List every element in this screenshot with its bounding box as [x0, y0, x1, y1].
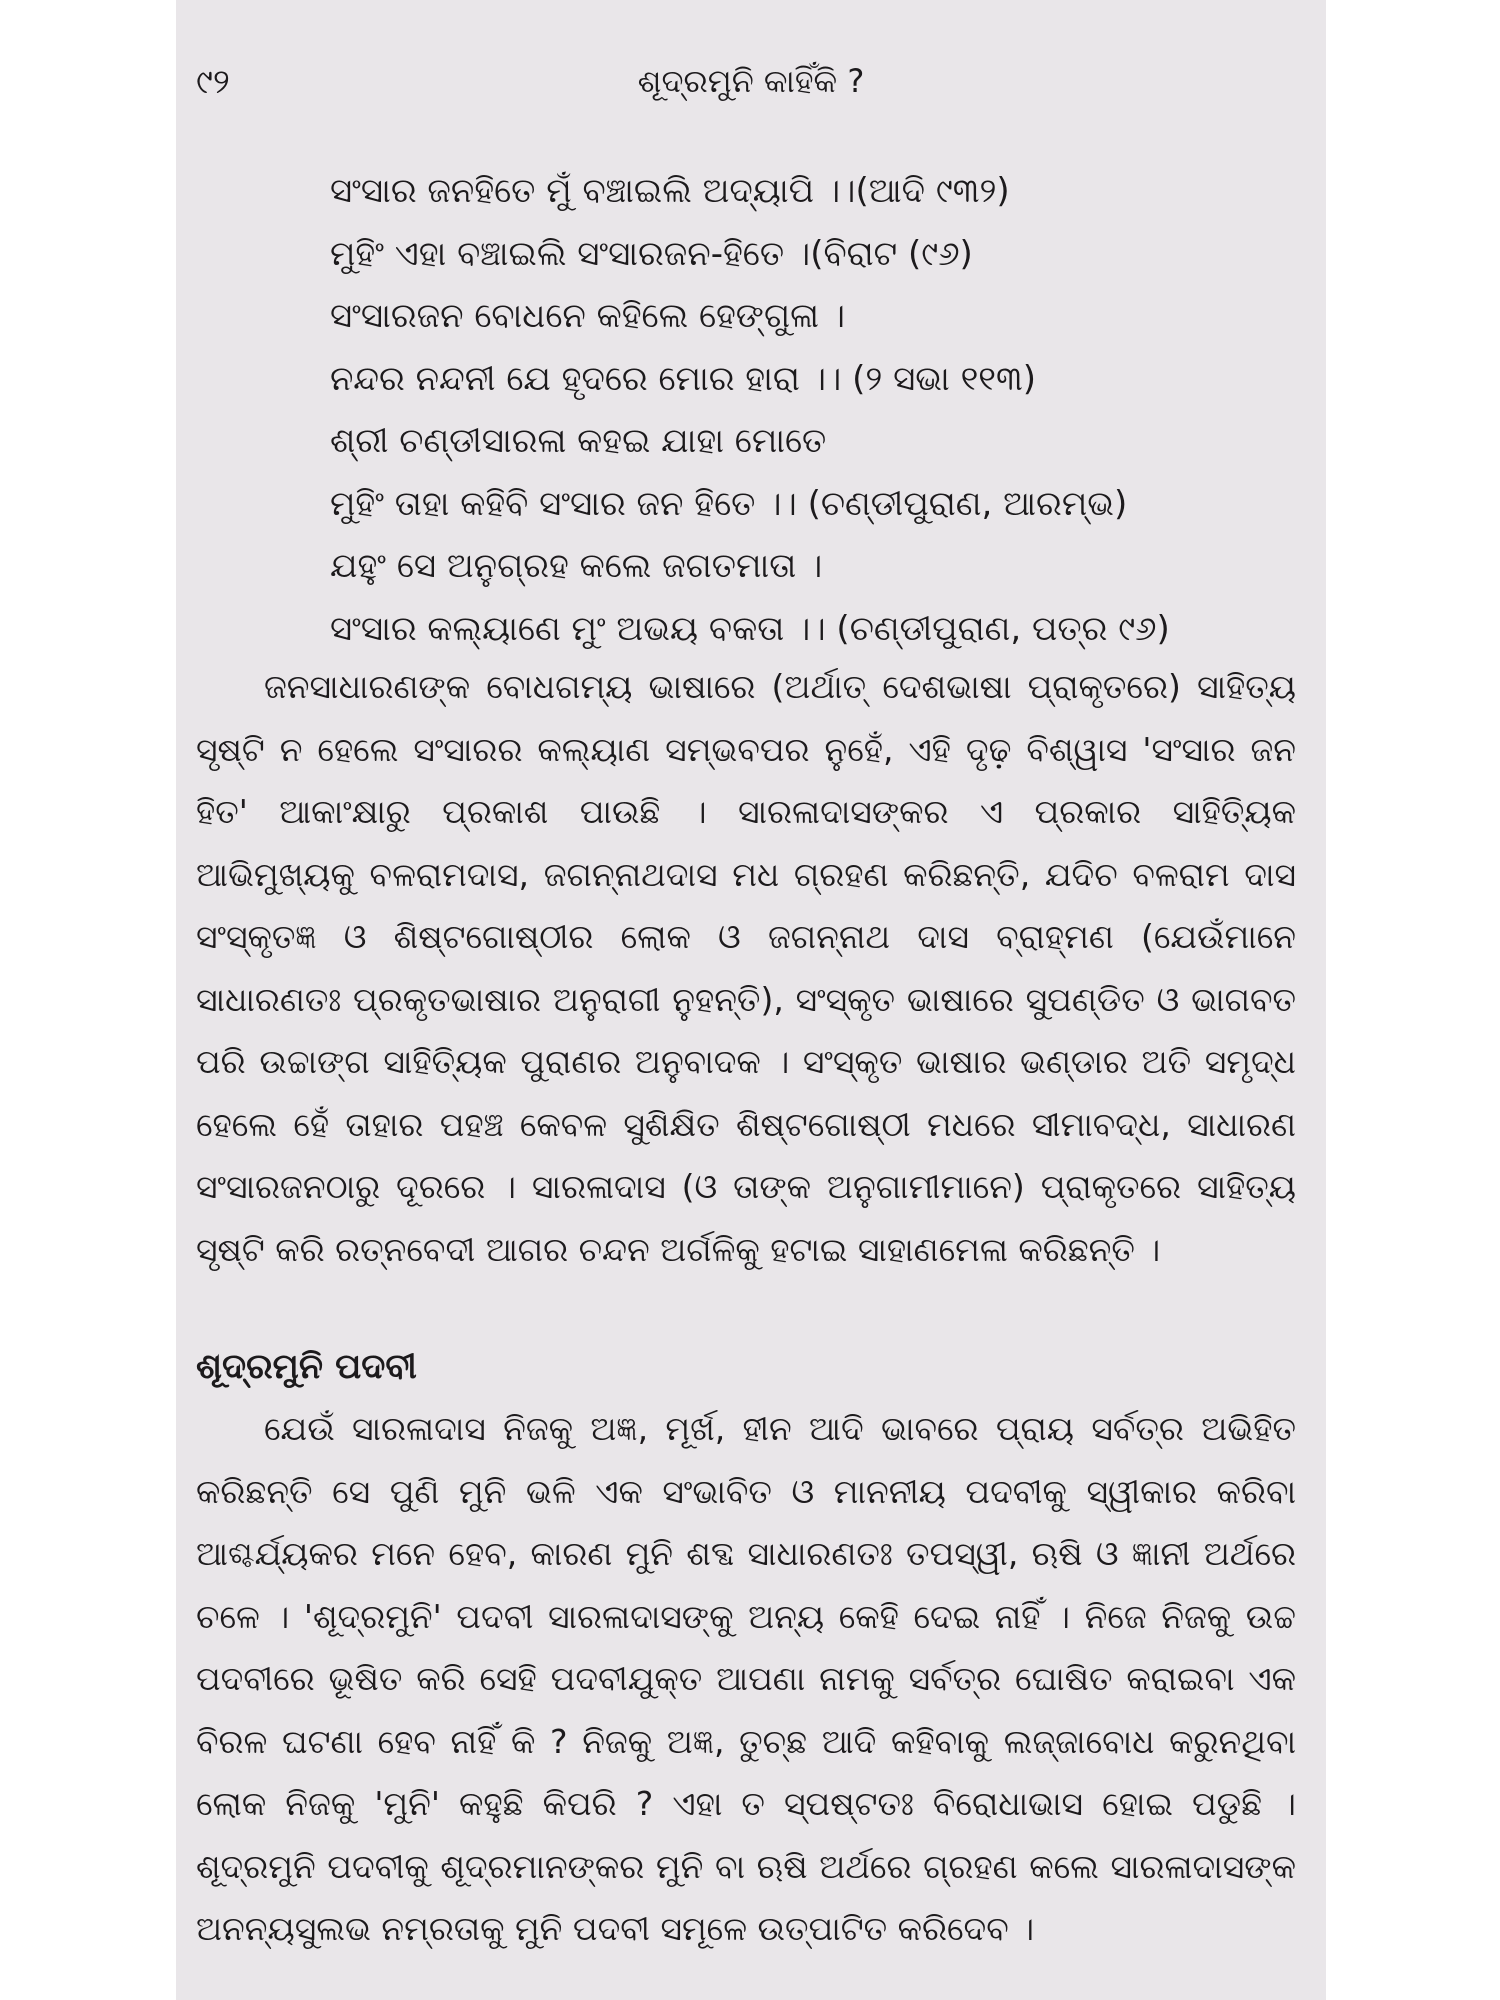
- running-title: ଶୂଦ୍ରମୁନି କାହିଁକି ?: [637, 62, 865, 100]
- verse-line: ମୁହିଂ ତାହା କହିବି ସଂସାର ଜନ ହିତେ ।। (ଚଣ୍ଡୀପୁରାଣ, ଆରମ୍ଭ): [330, 483, 1128, 524]
- verse-line: ସଂସାର କଲ୍ୟାଣେ ମୁଂ ଅଭୟ ବକତା ।। (ଚଣ୍ଡୀପୁରାଣ, ପତ୍ର ୯୬): [330, 608, 1170, 649]
- page-number: ୯୨: [196, 62, 230, 102]
- verse-line: ଯହୁଂ ସେ ଅନୁଗ୍ରହ କଲେ ଜଗତମାତା ।: [330, 546, 823, 586]
- verse-line: ମୁହିଂ ଏହା ବଞ୍ଚାଇଲି ସଂସାରଜନ-ହିତେ ।(ବିରାଟ (୯୬): [330, 233, 973, 274]
- verse-line: ସଂସାରଜନ ବୋଧନେ କହିଲେ ହେଙ୍ଗୁଳା ।: [330, 296, 846, 336]
- verse-quotation: [330, 160, 1290, 660]
- page-header: [176, 62, 1326, 122]
- body-paragraph: ଯେଉଁ ସାରଳାଦାସ ନିଜକୁ ଅଜ୍ଞ, ମୂର୍ଖ, ହୀନ ଆଦି ଭାବରେ ପ୍ରାୟ ସର୍ବତ୍ର ଅଭିହିତ କରିଛନ୍ତି ସେ ପୁଣି ମୁନି ଭଳି ଏକ ସଂଭାବିତ ଓ ମାନନୀୟ ପଦବୀକୁ ସ୍ୱୀକାର କରିବା ଆଶ୍ଚର୍ଯ୍ୟକର ମନେ ହେବ, କାରଣ ମୁନି ଶବ୍ଦ ସାଧାରଣତଃ ତପସ୍ୱୀ, ଋଷି ଓ ଜ୍ଞାନୀ ଅର୍ଥରେ ଚଳେ । 'ଶୂଦ୍ରମୁନି' ପଦବୀ ସାରଳାଦାସଙ୍କୁ ଅନ୍ୟ କେହି ଦେଇ ନାହିଁ । ନିଜେ ନିଜକୁ ଉଚ୍ଚ ପଦବୀରେ ଭୂଷିତ କରି ସେହି ପଦବୀଯୁକ୍ତ ଆପଣା ନାମକୁ ସର୍ବତ୍ର ଘୋଷିତ କରାଇବା ଏକ ବିରଳ ଘଟଣା ହେବ ନାହିଁ କି ? ନିଜକୁ ଅଜ୍ଞ, ତୁଚ୍ଛ ଆଦି କହିବାକୁ ଲଜ୍ଜାବୋଧ କରୁନଥିବା ଲୋକ ନିଜକୁ 'ମୁନି' କହୁଛି କିପରି ? ଏହା ତ ସ୍ପଷ୍ଟତଃ ବିରୋଧାଭାସ ହୋଇ ପଡୁଛି । ଶୂଦ୍ରମୁନି ପଦବୀକୁ ଶୂଦ୍ରମାନଙ୍କର ମୁନି ବା ଋଷି ଅର୍ଥରେ ଗ୍ରହଣ କଲେ ସାରଳାଦାସଙ୍କ ଅନନ୍ୟସୁଲଭ ନମ୍ରତାକୁ ମୁନି ପଦବୀ ସମୂଳେ ଉତ୍ପାଟିତ କରିଦେବ ।: [196, 1409, 1296, 1948]
- body-paragraph: ଜନସାଧାରଣଙ୍କ ବୋଧଗମ୍ୟ ଭାଷାରେ (ଅର୍ଥାତ୍ ଦେଶଭାଷା ପ୍ରାକୃତରେ) ସାହିତ୍ୟ ସୃଷ୍ଟି ନ ହେଲେ ସଂସାରର କଲ୍ୟାଣ ସମ୍ଭବପର ନୁହେଁ, ଏହି ଦୃଢ଼ ବିଶ୍ୱାସ 'ସଂସାର ଜନ ହିତ' ଆକାଂକ୍ଷାରୁ ପ୍ରକାଶ ପାଉଛି । ସାରଳାଦାସଙ୍କର ଏ ପ୍ରକାର ସାହିତ୍ୟିକ ଆଭିମୁଖ୍ୟକୁ ବଳରାମଦାସ, ଜଗନ୍ନାଥଦାସ ମଧ ଗ୍ରହଣ କରିଛନ୍ତି, ଯଦିଚ ବଳରାମ ଦାସ ସଂସ୍କୃତଜ୍ଞ ଓ ଶିଷ୍ଟଗୋଷ୍ଠୀର ଲୋକ ଓ ଜଗନ୍ନାଥ ଦାସ ବ୍ରାହ୍ମଣ (ଯେଉଁମାନେ ସାଧାରଣତଃ ପ୍ରକୃତଭାଷାର ଅନୁରାଗୀ ନୁହନ୍ତି), ସଂସ୍କୃତ ଭାଷାରେ ସୁପଣ୍ଡିତ ଓ ଭାଗବତ ପରି ଉଚ୍ଚାଙ୍ଗ ସାହିତ୍ୟିକ ପୁରାଣର ଅନୁବାଦକ । ସଂସ୍କୃତ ଭାଷାର ଭଣ୍ଡାର ଅତି ସମୃଦ୍ଧ ହେଲେ ହେଁ ତାହାର ପହଞ୍ଚ କେବଳ ସୁଶିକ୍ଷିତ ଶିଷ୍ଟଗୋଷ୍ଠୀ ମଧରେ ସୀମାବଦ୍ଧ, ସାଧାରଣ ସଂସାରଜନଠାରୁ ଦୂରରେ । ସାରଳାଦାସ (ଓ ତାଙ୍କ ଅନୁଗାମୀମାନେ) ପ୍ରାକୃତରେ ସାହିତ୍ୟ ସୃଷ୍ଟି କରି ରତ୍ନବେଦୀ ଆଗର ଚନ୍ଦନ ଅର୍ଗଳିକୁ ହଟାଇ ସାହାଣମେଳା କରିଛନ୍ତି ।: [196, 667, 1296, 1269]
- verse-line: ସଂସାର ଜନହିତେ ମୁଁ ବଞ୍ଚାଇଲି ଅଦ୍ୟାପି ।।(ଆଦି ୯୩୨): [330, 171, 1010, 211]
- verse-line: ନନ୍ଦର ନନ୍ଦନୀ ଯେ ହୃଦରେ ମୋର ହାରା ।। (୨ ସଭା ୧୧୩): [330, 358, 1037, 399]
- book-page: [176, 0, 1326, 2000]
- verse-line: ଶ୍ରୀ ଚଣ୍ଡୀସାରଳା କହଇ ଯାହା ମୋତେ: [330, 421, 827, 461]
- section-heading: ଶୂଦ୍ରମୁନି ପଦବୀ: [196, 1347, 417, 1387]
